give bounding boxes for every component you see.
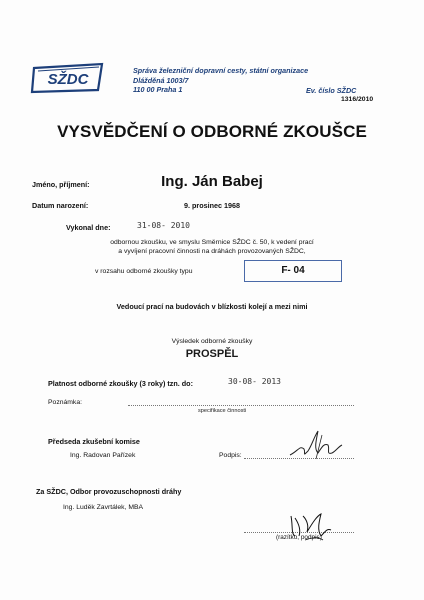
birth-label: Datum narození:: [32, 201, 89, 210]
note-label: Poznámka:: [48, 399, 83, 406]
performed-date-stamp: 31-08- 2010: [137, 221, 190, 230]
exam-type-box: [244, 260, 342, 282]
body-para-2: a vyvíjení pracovní činnosti na dráhách provozovaných SŽDC,: [118, 248, 306, 255]
activity-description: Vedoucí prací na budovách v blízkosti kolejí a mezi nimi: [116, 302, 308, 311]
org-address: [133, 66, 308, 95]
name-label: Jméno, příjmení:: [32, 180, 90, 189]
note-sublabel: specifikace činnosti: [198, 408, 247, 414]
result-label: Výsledek odborné zkoušky: [171, 338, 253, 345]
validity-label: Platnost odborné zkoušky (3 roky) tzn. do:: [48, 379, 193, 388]
name-value: Ing. Ján Babej: [161, 173, 263, 190]
authority-name: Ing. Luděk Zavrtálek, MBA: [63, 504, 144, 511]
org-street: Dlážděná 1003/7: [133, 75, 189, 85]
page-title: VYSVĚDČENÍ O ODBORNÉ ZKOUŠCE: [57, 122, 367, 141]
logo-text: SŽDC: [47, 71, 89, 88]
chair-name: Ing. Radovan Pařízek: [70, 452, 136, 459]
chair-signature: [286, 425, 346, 465]
org-city: 110 00 Praha 1: [133, 85, 183, 94]
result-value: PROSPĚL: [185, 348, 239, 360]
note-line: [128, 405, 354, 406]
body-para-1: odbornou zkoušku, ve smyslu Směrnice SŽDC č. 50, k vedení prací: [110, 239, 314, 246]
performed-label: Vykonal dne:: [66, 223, 111, 232]
chair-sign-label: Podpis:: [219, 452, 242, 459]
ev-label: Ev. číslo SŽDC: [306, 86, 357, 95]
chair-label: Předseda zkušební komise: [48, 437, 140, 446]
authority-signature: [287, 506, 337, 546]
exam-type-value: F- 04: [281, 265, 305, 276]
authority-label: Za SŽDC, Odbor provozuschopnosti dráhy: [36, 487, 182, 496]
validity-date-stamp: 30-08- 2013: [228, 377, 281, 386]
szdc-logo: [30, 62, 106, 94]
stamp-label: (razítko, podpis): [276, 534, 322, 541]
range-label: v rozsahu odborné zkoušky typu: [95, 268, 193, 275]
ev-number: 1316/2010: [341, 96, 374, 103]
birth-value: 9. prosinec 1968: [184, 201, 240, 210]
org-name: Správa železniční dopravní cesty, státní organizace: [133, 66, 309, 75]
